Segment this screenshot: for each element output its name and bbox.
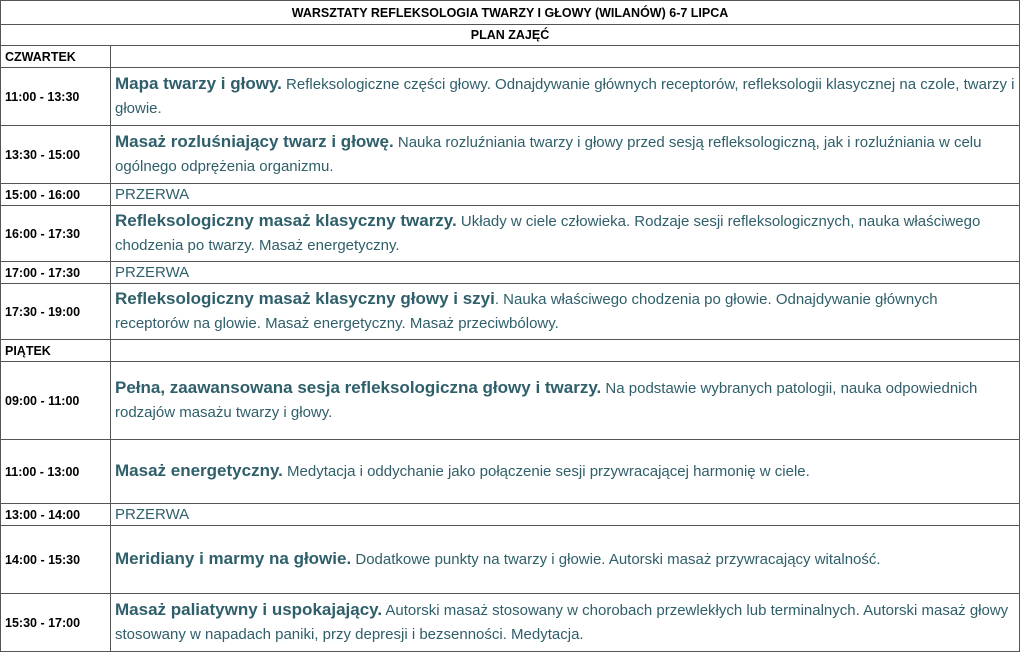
break-label: PRZERWA <box>111 262 1020 284</box>
session-time: 09:00 - 11:00 <box>1 362 111 440</box>
session-time: 15:30 - 17:00 <box>1 594 111 652</box>
session-description <box>111 440 1020 504</box>
day-header-row <box>1 340 1020 362</box>
day-label: CZWARTEK <box>1 46 111 68</box>
break-row <box>1 184 1020 206</box>
session-text: Nauka rozluźniania twarzy i głowy przed sesją refleksologiczną, jak i rozluźniania w celu ogólnego odprężenia organizmu. <box>115 134 982 175</box>
session-time: 17:00 - 17:30 <box>1 262 111 284</box>
day-label: PIĄTEK <box>1 340 111 362</box>
session-row <box>1 206 1020 262</box>
session-time: 15:00 - 16:00 <box>1 184 111 206</box>
session-text: . Nauka właściwego chodzenia po głowie. Odnajdywanie głównych receptorów na glowie. Masaż energetyczny. Masaż przeciwbólowy. <box>115 291 938 332</box>
session-description <box>111 526 1020 594</box>
session-row <box>1 526 1020 594</box>
session-title: Refleksologiczny masaż klasyczny głowy i szyi <box>115 289 495 308</box>
session-row <box>1 68 1020 126</box>
session-title: Masaż paliatywny i uspokajający. <box>115 600 383 619</box>
session-text: Układy w ciele człowieka. Rodzaje sesji refleksologicznych, nauka właściwego chodzenia po twarzy. Masaż energetyczny. <box>115 213 981 254</box>
schedule-title: WARSZTATY REFLEKSOLOGIA TWARZY I GŁOWY (WILANÓW) 6-7 LIPCA <box>1 1 1020 25</box>
session-text: Refleksologiczne części głowy. Odnajdywanie głównych receptorów, refleksologii klasycznej na czole, twarzy i głowie. <box>115 76 1015 117</box>
session-description <box>111 594 1020 652</box>
session-description <box>111 126 1020 184</box>
session-text: Autorski masaż stosowany w chorobach przewlekłych lub terminalnych. Autorski masaż głowy stosowany w napadach paniki, przy depresji i bezsenności. Medytacja. <box>115 602 1009 643</box>
break-row <box>1 504 1020 526</box>
empty-cell <box>111 46 1020 68</box>
break-label: PRZERWA <box>111 184 1020 206</box>
break-row <box>1 262 1020 284</box>
empty-cell <box>111 340 1020 362</box>
session-row <box>1 440 1020 504</box>
session-title: Pełna, zaawansowana sesja refleksologiczna głowy i twarzy. <box>115 378 602 397</box>
session-time: 17:30 - 19:00 <box>1 284 111 340</box>
session-row <box>1 362 1020 440</box>
session-text: Dodatkowe punkty na twarzy i głowie. Autorski masaż przywracający witalność. <box>351 551 881 568</box>
session-text: Medytacja i oddychanie jako połączenie sesji przywracającej harmonię w ciele. <box>282 463 810 480</box>
session-time: 13:30 - 15:00 <box>1 126 111 184</box>
session-row <box>1 126 1020 184</box>
session-row <box>1 284 1020 340</box>
session-title: Mapa twarzy i głowy. <box>115 74 282 93</box>
session-description <box>111 284 1020 340</box>
session-description <box>111 68 1020 126</box>
session-description <box>111 206 1020 262</box>
session-text: Na podstawie wybranych patologii, nauka odpowiednich rodzajów masażu twarzy i głowy. <box>115 380 978 421</box>
session-title: Refleksologiczny masaż klasyczny twarzy. <box>115 211 457 230</box>
day-header-row <box>1 46 1020 68</box>
session-title: Masaż energetyczny. <box>115 461 283 480</box>
session-title: Meridiany i marmy na głowie. <box>115 549 352 568</box>
session-time: 16:00 - 17:30 <box>1 206 111 262</box>
session-time: 11:00 - 13:30 <box>1 68 111 126</box>
schedule-subtitle: PLAN ZAJĘĆ <box>1 25 1020 46</box>
break-label: PRZERWA <box>111 504 1020 526</box>
session-time: 11:00 - 13:00 <box>1 440 111 504</box>
session-row <box>1 594 1020 652</box>
session-time: 13:00 - 14:00 <box>1 504 111 526</box>
subtitle-row <box>1 25 1020 46</box>
session-time: 14:00 - 15:30 <box>1 526 111 594</box>
session-description <box>111 362 1020 440</box>
session-title: Masaż rozluśniający twarz i głowę. <box>115 132 394 151</box>
title-row <box>1 1 1020 25</box>
